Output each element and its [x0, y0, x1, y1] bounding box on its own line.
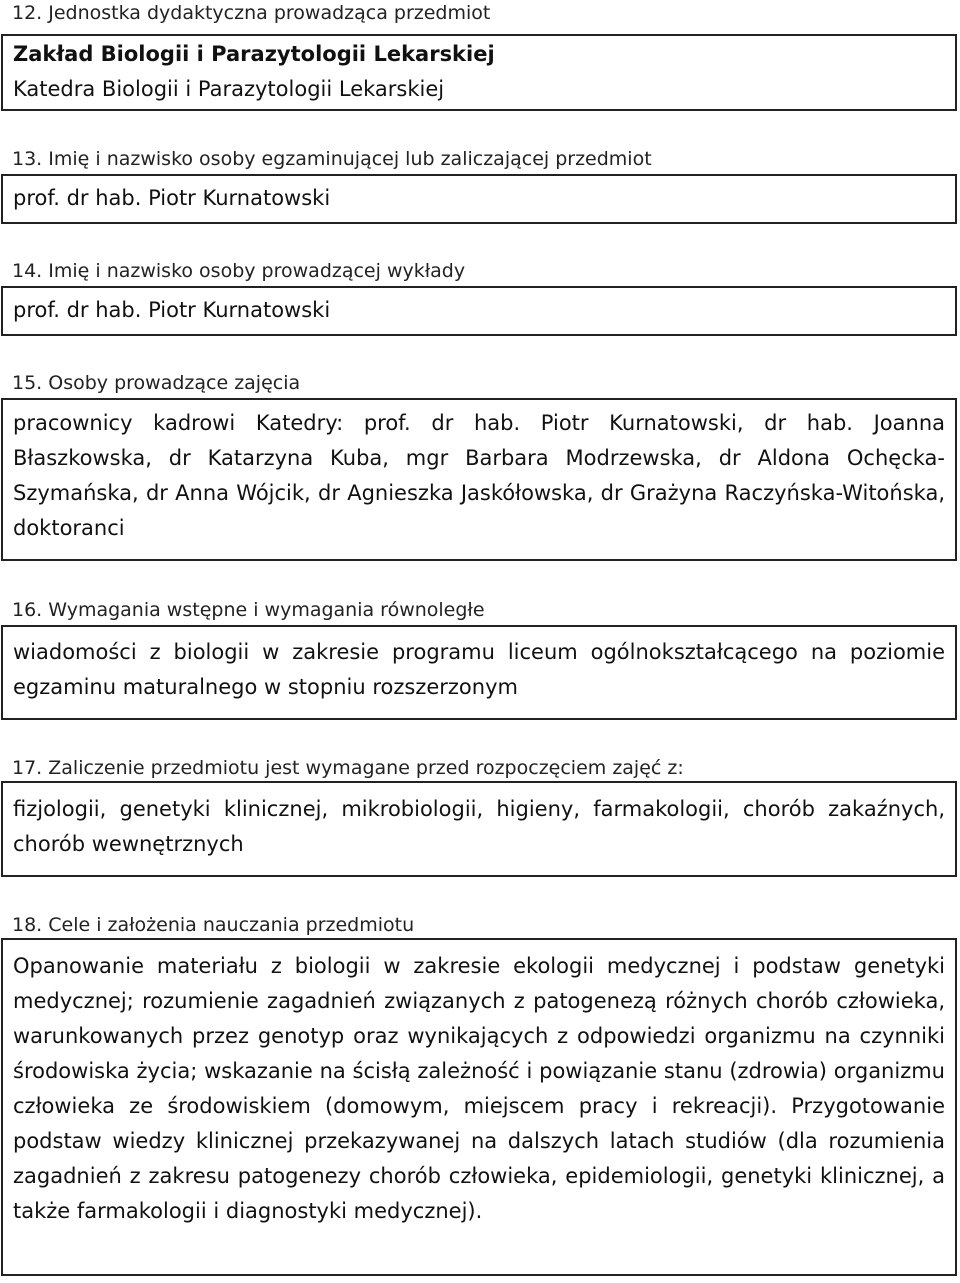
section-16-label: 16. Wymagania wstępne i wymagania równoległe — [12, 599, 485, 621]
section-18-box — [1, 938, 957, 1276]
unit-name: Zakład Biologii i Parazytologii Lekarskiej — [13, 42, 495, 66]
section-17-box — [1, 781, 957, 877]
section-13-box — [1, 174, 957, 224]
section-13-label: 13. Imię i nazwisko osoby egzaminującej lub zaliczającej przedmiot — [12, 148, 652, 170]
instructors-list: pracownicy kadrowi Katedry: prof. dr hab. Piotr Kurnatowski, dr hab. Joanna Błaszkowska, dr Katarzyna Kuba, mgr Barbara Modrzewska, dr Aldona Ochęcka-Szymańska, dr Anna Wójcik, dr Agnieszka Jaskółowska, dr Grażyna Raczyńska-Witońska, doktoranci — [13, 411, 945, 540]
required-courses-text: fizjologii, genetyki klinicznej, mikrobiologii, higieny, farmakologii, chorób zakaźnych, chorób wewnętrznych — [13, 797, 945, 856]
section-12-box — [1, 34, 957, 111]
prerequisites-text: wiadomości z biologii w zakresie programu liceum ogólnokształcącego na poziomie egzaminu maturalnego w stopniu rozszerzonym — [13, 640, 945, 699]
section-12-label: 12. Jednostka dydaktyczna prowadząca przedmiot — [12, 2, 491, 24]
department-name: Katedra Biologii i Parazytologii Lekarskiej — [13, 77, 445, 101]
examiner-name: prof. dr hab. Piotr Kurnatowski — [13, 186, 331, 210]
section-16-box — [1, 625, 957, 720]
section-15-box — [1, 398, 957, 561]
lecturer-name: prof. dr hab. Piotr Kurnatowski — [13, 298, 331, 322]
section-17-label: 17. Zaliczenie przedmiotu jest wymagane przed rozpoczęciem zajęć z: — [12, 757, 684, 779]
course-goals-text: Opanowanie materiału z biologii w zakresie ekologii medycznej i podstaw genetyki medycznej; rozumienie zagadnień związanych z patogenezą różnych chorób człowieka, warunkowanych przez genotyp oraz wynikających z odpowiedzi organizmu na czynniki środowiska życia; wskazanie na ścisłą zależność i powiązanie stanu (zdrowia) organizmu człowieka ze środowiskiem (domowym, miejscem pracy i rekreacji). Przygotowanie podstaw wiedzy klinicznej przekazywanej na dalszych latach studiów (dla rozumienia zagadnień z zakresu patogenezy chorób człowieka, epidemiologii, genetyki klinicznej, a także farmakologii i diagnostyki medycznej). — [13, 954, 945, 1223]
section-14-box — [1, 286, 957, 336]
section-14-label: 14. Imię i nazwisko osoby prowadzącej wykłady — [12, 260, 466, 282]
section-18-label: 18. Cele i założenia nauczania przedmiotu — [12, 914, 415, 936]
section-15-label: 15. Osoby prowadzące zajęcia — [12, 372, 301, 394]
